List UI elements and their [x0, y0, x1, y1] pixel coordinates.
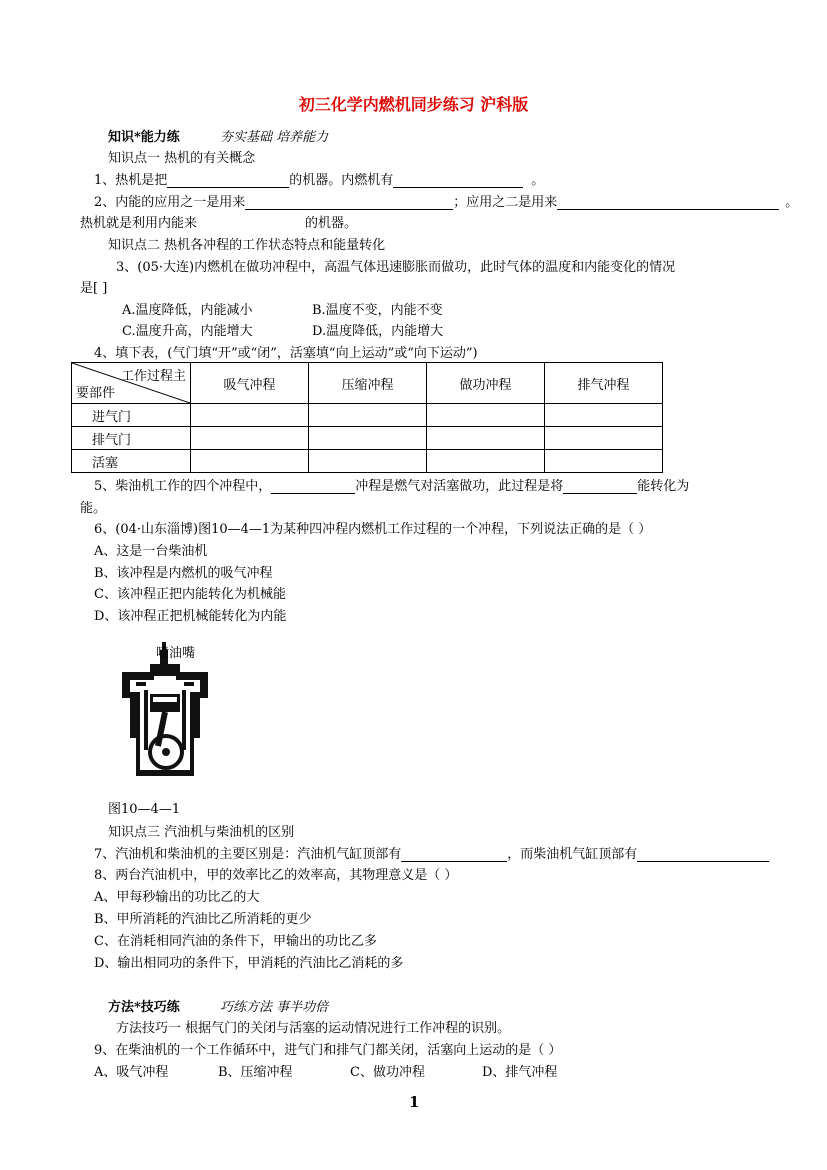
question-9-stem: 9、在柴油机的一个工作循环中，进气门和排气门都关闭，活塞向上运动的是（ ） — [94, 1043, 562, 1058]
answer-cell[interactable] — [545, 450, 663, 473]
question-3-option-a: A.温度降低，内能减小 — [122, 303, 253, 318]
question-5: 5、柴油机工作的四个冲程中， 冲程是燃气对活塞做功，此过程是将 能转化为 — [94, 479, 690, 494]
question-1: 1、热机是把 的机器。内燃机有 。 — [94, 173, 545, 188]
answer-cell[interactable] — [191, 404, 309, 427]
section-subtitle-knowledge: 夯实基础 培养能力 — [220, 130, 329, 145]
row-label: 排气门 — [72, 427, 191, 450]
question-6-option-a: A、这是一台柴油机 — [94, 544, 208, 559]
engine-diagram — [110, 636, 220, 786]
question-6-option-b: B、该冲程是内燃机的吸气冲程 — [94, 566, 273, 581]
question-3-option-d: D.温度降低，内能增大 — [312, 324, 444, 339]
table-header: 做功冲程 — [427, 363, 545, 404]
question-5-continued: 能。 — [80, 501, 107, 516]
answer-cell[interactable] — [545, 404, 663, 427]
injector-label: 喷油嘴 — [156, 646, 196, 661]
knowledge-point-3: 知识点三 汽油机与柴油机的区别 — [108, 825, 295, 840]
method-tip-1: 方法技巧一 根据气门的关闭与活塞的运动情况进行工作冲程的识别。 — [116, 1021, 511, 1036]
question-6-option-c: C、该冲程正把内能转化为机械能 — [94, 587, 286, 602]
question-9-option-d: D、排气冲程 — [482, 1065, 558, 1080]
question-8-stem: 8、两台汽油机中，甲的效率比乙的效率高，其物理意义是（ ） — [94, 868, 458, 883]
section-heading-knowledge: 知识*能力练 — [108, 130, 180, 145]
question-3-stem: 3、(05·大连)内燃机在做功冲程中，高温气体迅速膨胀而做功，此时气体的温度和内能变化的情况 — [116, 260, 676, 275]
table-header: 吸气冲程 — [191, 363, 309, 404]
answer-cell[interactable] — [427, 450, 545, 473]
question-9-option-c: C、做功冲程 — [350, 1065, 425, 1080]
answer-cell[interactable] — [191, 427, 309, 450]
question-8-option-d: D、输出相同功的条件下，甲消耗的汽油比乙消耗的多 — [94, 956, 404, 971]
question-6-stem: 6、(04·山东淄博)图10—4—1为某种四冲程内燃机工作过程的一个冲程，下列说法正确的是（ ） — [94, 522, 652, 537]
knowledge-point-2: 知识点二 热机各冲程的工作状态特点和能量转化 — [108, 238, 386, 253]
question-2-continued: 热机就是利用内能来 的机器。 — [80, 216, 358, 231]
answer-cell[interactable] — [309, 450, 427, 473]
answer-cell[interactable] — [427, 404, 545, 427]
table-row — [72, 427, 663, 450]
question-4-stem: 4、填下表，(气门填“开”或“闭”，活塞填“向上运动”或“向下运动”) — [94, 346, 478, 361]
question-3-option-b: B.温度不变，内能不变 — [312, 303, 443, 318]
corner-bottom-label: 要部件 — [76, 386, 116, 401]
question-8-option-a: A、甲每秒输出的功比乙的大 — [94, 890, 260, 905]
question-3-option-c: C.温度升高，内能增大 — [122, 324, 253, 339]
figure-caption: 图10—4—1 — [108, 802, 181, 817]
question-8-option-b: B、甲所消耗的汽油比乙所消耗的更少 — [94, 912, 312, 927]
row-label: 活塞 — [72, 450, 191, 473]
question-8-option-c: C、在消耗相同汽油的条件下，甲输出的功比乙多 — [94, 934, 377, 949]
section-subtitle-method: 巧练方法 事半功倍 — [220, 1000, 329, 1015]
answer-cell[interactable] — [427, 427, 545, 450]
question-9-option-b: B、压缩冲程 — [218, 1065, 293, 1080]
page-number: 1 — [409, 1093, 420, 1111]
page-title: 初三化学内燃机同步练习 沪科版 — [298, 95, 529, 114]
question-2: 2、内能的应用之一是用来 ；应用之二是用来 。 — [94, 195, 799, 210]
table-row — [72, 450, 663, 473]
table-header: 排气冲程 — [545, 363, 663, 404]
stroke-table — [71, 362, 663, 473]
table-header: 压缩冲程 — [309, 363, 427, 404]
table-row — [72, 404, 663, 427]
question-3-stem-2: 是[ ] — [80, 281, 108, 296]
corner-top-label: 工作过程主 — [120, 369, 186, 384]
answer-cell[interactable] — [545, 427, 663, 450]
table-corner-cell — [72, 363, 191, 404]
question-7: 7、汽油机和柴油机的主要区别是：汽油机气缸顶部有 ，而柴油机气缸顶部有 — [94, 843, 769, 862]
row-label: 进气门 — [72, 404, 191, 427]
answer-cell[interactable] — [309, 404, 427, 427]
question-9-option-a: A、吸气冲程 — [94, 1065, 169, 1080]
answer-cell[interactable] — [191, 450, 309, 473]
knowledge-point-1: 知识点一 热机的有关概念 — [108, 151, 256, 166]
question-6-option-d: D、该冲程正把机械能转化为内能 — [94, 609, 287, 624]
answer-cell[interactable] — [309, 427, 427, 450]
section-heading-method: 方法*技巧练 — [108, 1000, 180, 1015]
